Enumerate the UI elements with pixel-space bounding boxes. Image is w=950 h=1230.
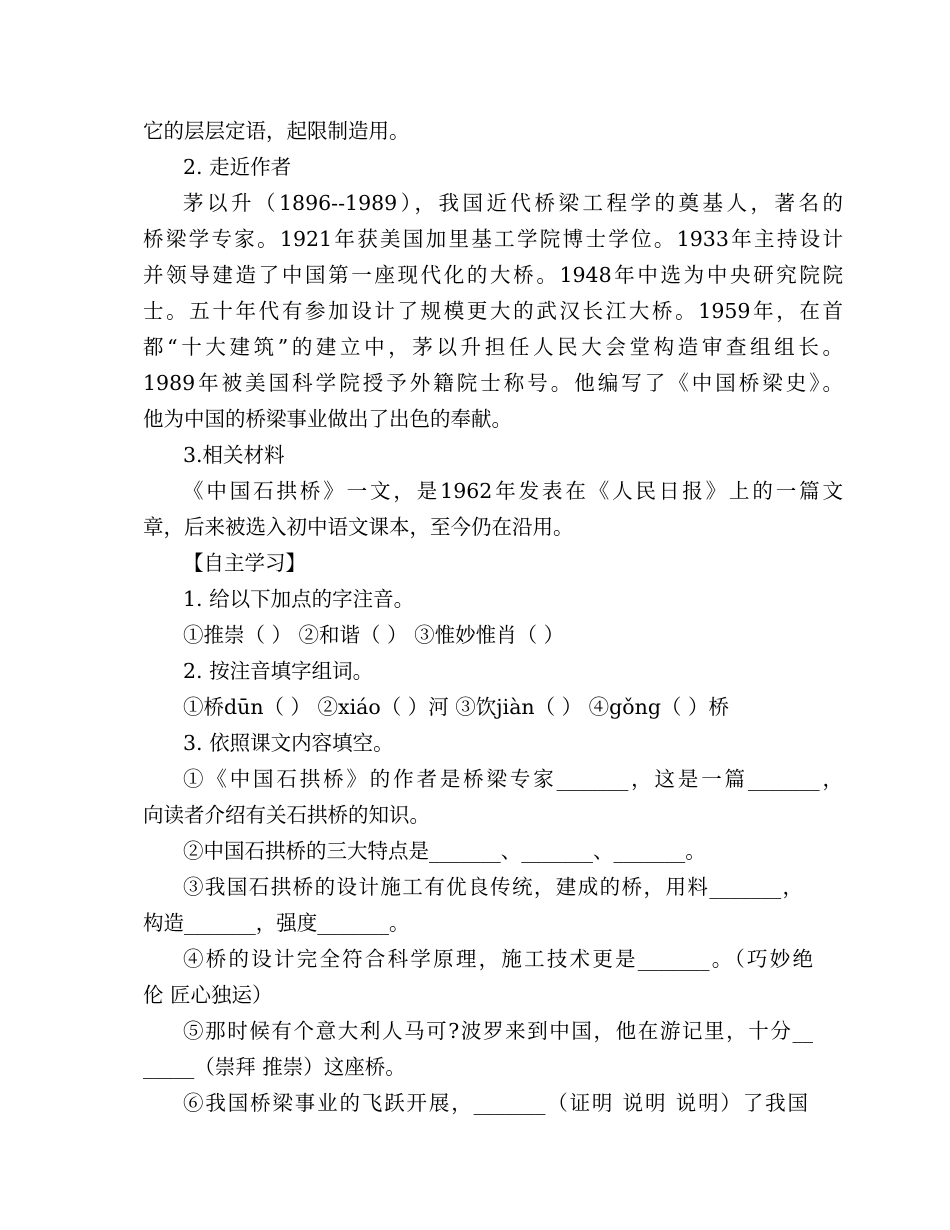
question-line: ②中国石拱桥的三大特点是_______、_______、_______。 [183,839,706,863]
text-line: 向读者介绍有关石拱桥的知识。 [143,803,430,827]
text-line: 士。五十年代有参加设计了规模更大的武汉长江大桥。1959年，在首 [143,299,843,323]
text-line: 1989年被美国科学院授予外籍院士称号。他编写了《中国桥梁史》。 [143,371,843,395]
text-line: 并领导建造了中国第一座现代化的大桥。1948年中选为中央研究院院 [143,263,843,287]
text-line: 它的层层定语，起限制造用。 [143,119,410,143]
text-line: 他为中国的桥梁事业做出了出色的奉献。 [143,407,512,431]
question-line: 2. 按注音填字组词。 [183,659,374,683]
question-line: ①桥dūn（ ） ②xiáo（ ）河 ③饮jiàn（ ） ④gǒng（ ）桥 [183,695,729,719]
text-line: 都“十大建筑”的建立中，茅以升担任人民大会堂构造审查组组长。 [143,335,843,359]
text-line: 《中国石拱桥》一文，是1962年发表在《人民日报》上的一篇文 [183,479,843,503]
question-line: 3. 依照课文内容填空。 [183,731,394,755]
question-line: ⑥我国桥梁事业的飞跃开展，_______（证明 说明 说明）了我国 [183,1091,808,1115]
question-line: 1. 给以下加点的字注音。 [183,587,415,611]
question-line: ③我国石拱桥的设计施工有优良传统，建成的桥，用料_______， [183,875,803,899]
text-line: 桥梁学专家。1921年获美国加里基工学院博士学位。1933年主持设计 [143,227,843,251]
text-line: _____（崇拜 推崇）这座桥。 [143,1055,406,1079]
question-line: ①推崇（ ） ②和谐（ ） ③惟妙惟肖（ ） [183,623,565,647]
section-heading: 2. 走近作者 [183,155,292,179]
question-line: ①《中国石拱桥》的作者是桥梁专家_______，这是一篇_______， [183,767,843,791]
question-line: ⑤那时候有个意大利人马可?波罗来到中国，他在游记里，十分__ [183,1019,813,1043]
question-line: ④桥的设计完全符合科学原理，施工技术更是_______。（巧妙绝 [183,947,813,971]
text-line: 伦 匠心独运） [143,983,273,1007]
text-line: 构造_______，强度_______。 [143,911,410,935]
text-line: 章，后来被选入初中语文课本，至今仍在沿用。 [143,515,574,539]
section-heading: 3.相关材料 [183,443,285,467]
section-heading: 【自主学习】 [183,551,306,575]
text-line: 茅以升（1896--1989），我国近代桥梁工程学的奠基人，著名的 [183,191,843,215]
